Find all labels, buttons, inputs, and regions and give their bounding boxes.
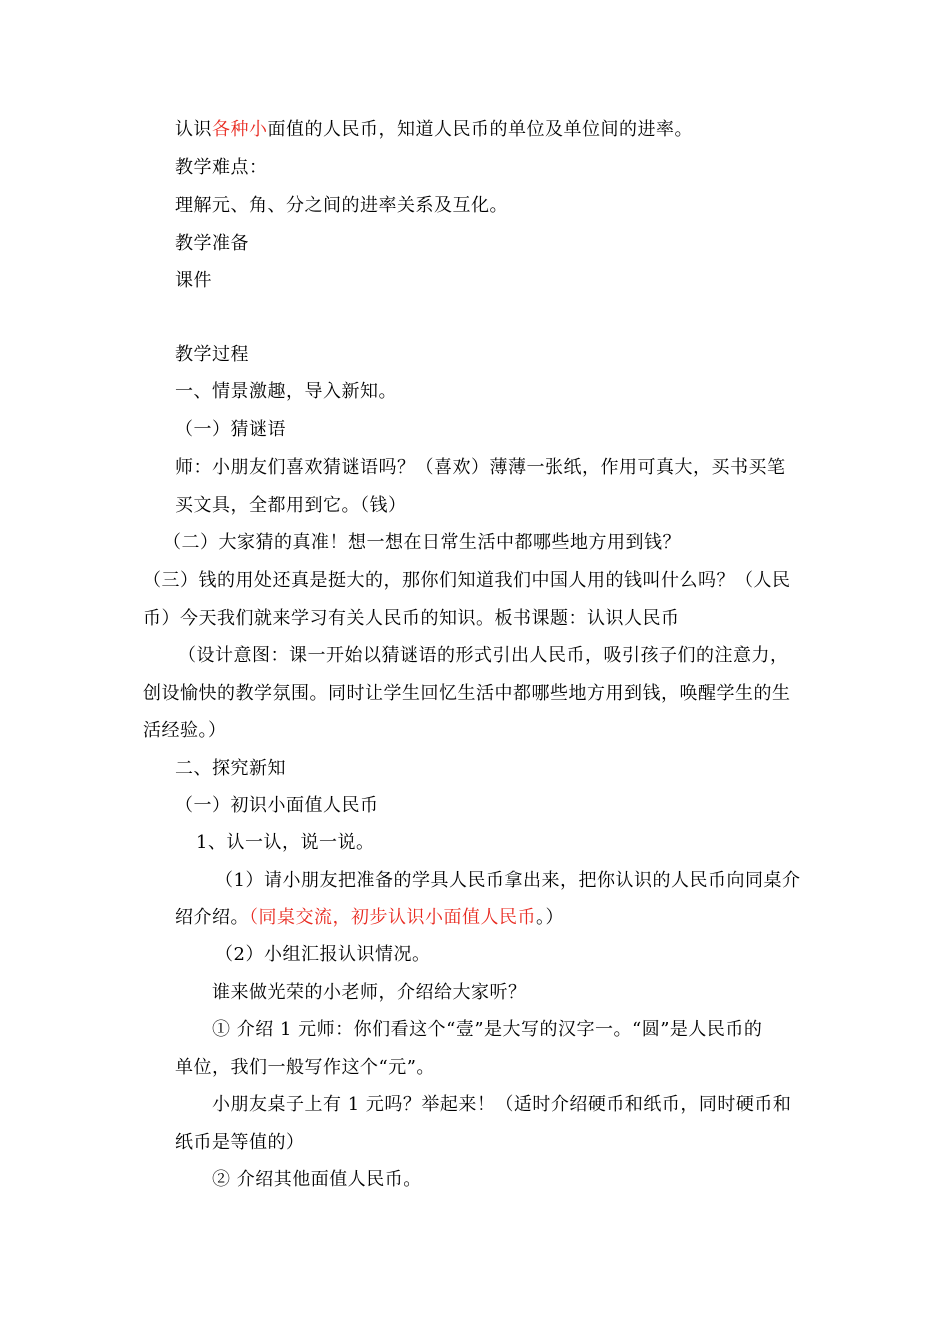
coin-note-1: 小朋友桌子上有 1 元吗？举起来！（适时介绍硬币和纸币，同时硬币和 (212, 1094, 792, 1115)
step-one-item-1b-text: 绍介绍。 (175, 907, 249, 928)
section-two-heading: 二、探究新知 (175, 758, 286, 779)
objective-text-start: 认识 (175, 119, 212, 140)
subsection-riddle: （一）猜谜语 (175, 419, 286, 440)
difficulty-heading: 教学难点： (175, 157, 268, 178)
step-one-item-1a: （1）请小朋友把准备的学具人民币拿出来，把你认识的人民币向同桌介 (215, 870, 801, 891)
process-heading: 教学过程 (175, 344, 249, 365)
preparation-text: 课件 (175, 270, 212, 291)
peer-exchange-note: （同桌交流，初步认识小面值人民币 (249, 907, 536, 928)
design-intent-3: 活经验。） (143, 720, 227, 741)
step-one-item-1b-end: 。） (536, 907, 564, 928)
subsection-small-notes: （一）初识小面值人民币 (175, 795, 379, 816)
question-three-2: 币）今天我们就来学习有关人民币的知识。板书课题：认识人民币 (143, 608, 680, 629)
design-intent-1: （设计意图：课一开始以猜谜语的形式引出人民币，吸引孩子们的注意力， (178, 645, 789, 666)
one-yuan-intro-2: 单位，我们一般写作这个“元”。 (175, 1057, 435, 1078)
riddle-text-1: 师：小朋友们喜欢猜谜语吗？（喜欢）薄薄一张纸，作用可真大，买书买笔 (175, 457, 786, 478)
preparation-heading: 教学准备 (175, 233, 249, 254)
objective-line (175, 118, 693, 142)
riddle-text-2: 买文具，全都用到它。（钱） (175, 495, 407, 516)
objective-text-end: 面值的人民币，知道人民币的单位及单位间的进率。 (267, 119, 693, 140)
step-one-item-1b (175, 906, 564, 930)
one-yuan-intro-1: ① 介绍 1 元师：你们看这个“壹”是大写的汉字一。“圆”是人民币的 (212, 1019, 763, 1040)
little-teacher-prompt: 谁来做光荣的小老师，介绍给大家听？ (212, 982, 527, 1003)
difficulty-text: 理解元、角、分之间的进率关系及互化。 (175, 195, 508, 216)
design-intent-2: 创设愉快的教学氛围。同时让学生回忆生活中都哪些地方用到钱，唤醒学生的生 (143, 683, 791, 704)
question-two: （二）大家猜的真准！想一想在日常生活中都哪些地方用到钱？ (163, 532, 681, 553)
question-three-1: （三）钱的用处还真是挺大的，那你们知道我们中国人用的钱叫什么吗？（人民 (143, 570, 791, 591)
other-notes-intro: ② 介绍其他面值人民币。 (212, 1169, 422, 1190)
highlight-text: 各种小 (212, 119, 268, 140)
section-one-heading: 一、情景激趣，导入新知。 (175, 381, 397, 402)
coin-note-2: 纸币是等值的） (175, 1132, 305, 1153)
step-one-item-2: （2）小组汇报认识情况。 (215, 944, 431, 965)
step-one: 1、认一认，说一说。 (196, 832, 375, 853)
